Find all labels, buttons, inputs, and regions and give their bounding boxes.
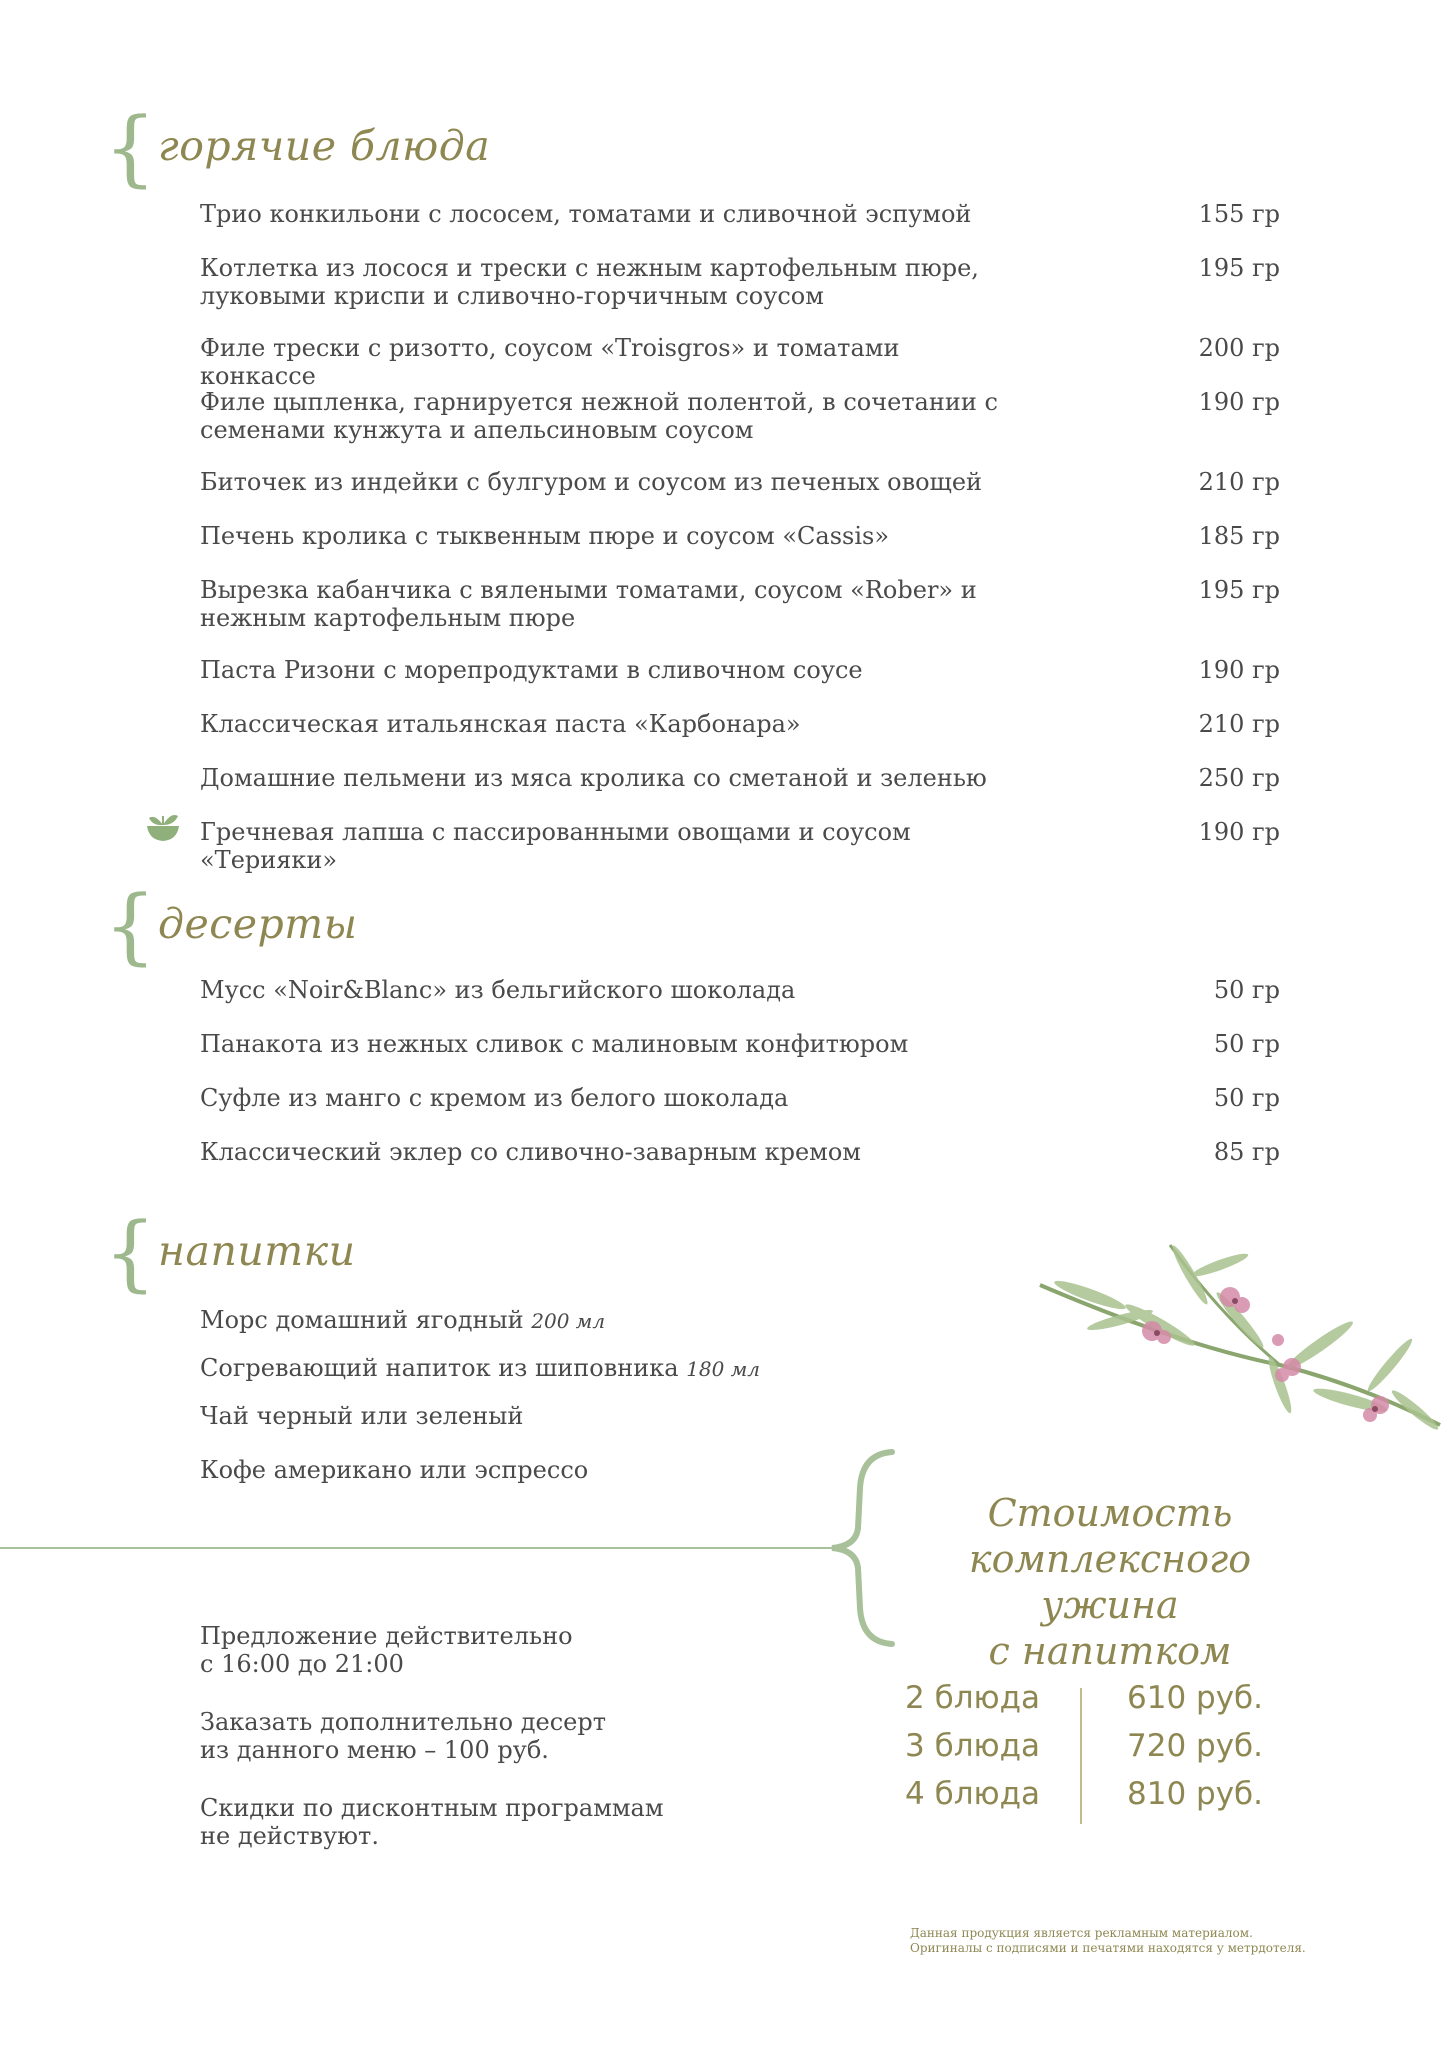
menu-item bbox=[200, 200, 1280, 228]
price-title-line: Стоимость bbox=[987, 1491, 1233, 1535]
section-brace-icon: { bbox=[104, 101, 157, 196]
info-line: Скидки по дисконтным программам bbox=[200, 1794, 664, 1822]
menu-item bbox=[200, 1030, 1280, 1058]
menu-item-name bbox=[200, 334, 1020, 390]
menu-item-name bbox=[200, 522, 1020, 550]
section-brace-icon: { bbox=[104, 1206, 157, 1301]
menu-item-weight: 190 гр bbox=[1198, 388, 1280, 416]
section-brace-icon: { bbox=[104, 879, 157, 974]
menu-item-name-text: Филе трески с ризотто, соусом «Troisgros» и томатами конкассе bbox=[200, 334, 900, 390]
menu-item-name-text: Классический эклер со сливочно-заварным кремом bbox=[200, 1138, 861, 1166]
courses-count: 2 блюда bbox=[905, 1680, 1041, 1716]
info-line: не действуют. bbox=[200, 1822, 379, 1850]
courses-count: 3 блюда bbox=[905, 1728, 1041, 1764]
price-title-line: с напитком bbox=[988, 1629, 1232, 1673]
price-row bbox=[905, 1776, 1285, 1824]
menu-item-name-text: Суфле из манго с кремом из белого шоколада bbox=[200, 1084, 789, 1112]
menu-item-weight: 210 гр bbox=[1198, 468, 1280, 496]
price-value: 720 руб. bbox=[1127, 1728, 1264, 1764]
menu-item-name-text: Мусс «Noir&Blanc» из бельгийского шоколада bbox=[200, 976, 796, 1004]
menu-item-weight: 210 гр bbox=[1198, 710, 1280, 738]
offer-info bbox=[200, 1622, 720, 1678]
menu-item-name-text: Биточек из индейки с булгуром и соусом из печеных овощей bbox=[200, 468, 983, 496]
large-brace-icon bbox=[822, 1448, 902, 1648]
menu-item-name bbox=[200, 388, 1020, 444]
menu-item-name bbox=[200, 254, 1020, 310]
price-title-line: комплексного ужина bbox=[968, 1537, 1252, 1627]
menu-item bbox=[200, 1456, 1280, 1485]
menu-item-weight: 190 гр bbox=[1198, 818, 1280, 846]
disclaimer bbox=[910, 1926, 1370, 1956]
menu-item-name bbox=[200, 976, 1020, 1004]
menu-item bbox=[200, 388, 1280, 444]
disclaimer-line: Оригиналы с подписями и печатями находятся у метрдотеля. bbox=[910, 1941, 1306, 1955]
menu-item-name-text: Панакота из нежных сливок с малиновым конфитюром bbox=[200, 1030, 909, 1058]
menu-item-name-text: Домашние пельмени из мяса кролика со сметаной и зеленью bbox=[200, 764, 987, 792]
menu-item-name-text: Морс домашний ягодный bbox=[200, 1306, 524, 1334]
menu-item-weight: 85 гр bbox=[1213, 1138, 1280, 1166]
vegetarian-bowl-icon bbox=[145, 810, 181, 844]
menu-item-name-text: Печень кролика с тыквенным пюре и соусом «Cassis» bbox=[200, 522, 890, 550]
menu-item-name bbox=[200, 200, 1020, 228]
menu-item bbox=[200, 1084, 1280, 1112]
price-row bbox=[905, 1680, 1285, 1728]
floral-branch-icon bbox=[1030, 1225, 1449, 1445]
disclaimer-line: Данная продукция является рекламным материалом. bbox=[910, 1926, 1253, 1940]
menu-item-name-text: Чай черный или зеленый bbox=[200, 1402, 524, 1430]
menu-item-name bbox=[200, 1354, 1020, 1383]
menu-item bbox=[200, 334, 1280, 390]
menu-item-name-text: Паста Ризони с морепродуктами в сливочном соусе bbox=[200, 656, 863, 684]
menu-item-volume: 200 мл bbox=[531, 1309, 606, 1333]
price-value: 610 руб. bbox=[1127, 1680, 1264, 1716]
menu-item-name bbox=[200, 710, 1020, 738]
menu-item-weight: 50 гр bbox=[1213, 1030, 1280, 1058]
menu-item-name bbox=[200, 656, 1020, 684]
menu-item-name bbox=[200, 576, 1020, 632]
menu-item bbox=[200, 656, 1280, 684]
menu-item-name-text: Классическая итальянская паста «Карбонара» bbox=[200, 710, 801, 738]
price-row bbox=[905, 1728, 1285, 1776]
menu-item-weight: 190 гр bbox=[1198, 656, 1280, 684]
menu-item-name bbox=[200, 1138, 1020, 1166]
menu-item-name-text: Филе цыпленка, гарнируется нежной полентой, в сочетании с семенами кунжута и апельсиновым соусом bbox=[200, 388, 998, 444]
menu-item-name-text: Трио конкильони с лососем, томатами и сливочной эспумой bbox=[200, 200, 972, 228]
menu-item-name bbox=[200, 1030, 1020, 1058]
menu-item bbox=[200, 976, 1280, 1004]
menu-item-name bbox=[200, 1306, 1020, 1335]
menu-item-name-text: Кофе американо или эспрессо bbox=[200, 1456, 589, 1484]
menu-item bbox=[200, 468, 1280, 496]
menu-item bbox=[200, 710, 1280, 738]
divider-line bbox=[0, 1547, 840, 1549]
menu-item-weight: 195 гр bbox=[1198, 576, 1280, 604]
dessert-offer-info bbox=[200, 1708, 720, 1764]
menu-item bbox=[200, 522, 1280, 550]
section-title-drinks: напитки bbox=[158, 1227, 356, 1275]
menu-item-name-text: Согревающий напиток из шиповника bbox=[200, 1354, 679, 1382]
menu-item bbox=[200, 254, 1280, 310]
menu-item-weight: 250 гр bbox=[1198, 764, 1280, 792]
menu-item-weight: 195 гр bbox=[1198, 254, 1280, 282]
menu-item-name bbox=[200, 818, 1020, 874]
menu-item bbox=[200, 764, 1280, 792]
price-title bbox=[895, 1490, 1325, 1674]
info-line: Предложение действительно bbox=[200, 1622, 573, 1650]
menu-item-name bbox=[200, 468, 1020, 496]
info-line: Заказать дополнительно десерт bbox=[200, 1708, 606, 1736]
menu-item-name-text: Вырезка кабанчика с вялеными томатами, соусом «Rober» и нежным картофельным пюре bbox=[200, 576, 977, 632]
menu-item-volume: 180 мл bbox=[686, 1357, 761, 1381]
menu-item-weight: 50 гр bbox=[1213, 1084, 1280, 1112]
menu-item bbox=[200, 576, 1280, 632]
menu-item-name bbox=[200, 1084, 1020, 1112]
menu-item-weight: 185 гр bbox=[1198, 522, 1280, 550]
courses-count: 4 блюда bbox=[905, 1776, 1041, 1812]
menu-item bbox=[200, 818, 1280, 874]
discount-info bbox=[200, 1794, 720, 1850]
menu-item-name bbox=[200, 764, 1020, 792]
menu-item-weight: 155 гр bbox=[1198, 200, 1280, 228]
menu-item-name bbox=[200, 1402, 1020, 1431]
price-value: 810 руб. bbox=[1127, 1776, 1264, 1812]
info-line: с 16:00 до 21:00 bbox=[200, 1650, 404, 1678]
menu-item-weight: 50 гр bbox=[1213, 976, 1280, 1004]
section-title-desserts: десерты bbox=[158, 900, 358, 948]
section-title-hot: горячие блюда bbox=[158, 122, 491, 170]
menu-item-name-text: Котлетка из лосося и трески с нежным картофельным пюре, луковыми криспи и сливочно-горчичным соусом bbox=[200, 254, 979, 310]
menu-item bbox=[200, 1138, 1280, 1166]
info-line: из данного меню – 100 руб. bbox=[200, 1736, 549, 1764]
price-column-divider bbox=[1080, 1688, 1082, 1824]
menu-item-name-text: Гречневая лапша с пассированными овощами и соусом «Терияки» bbox=[200, 818, 911, 874]
menu-item-weight: 200 гр bbox=[1198, 334, 1280, 362]
